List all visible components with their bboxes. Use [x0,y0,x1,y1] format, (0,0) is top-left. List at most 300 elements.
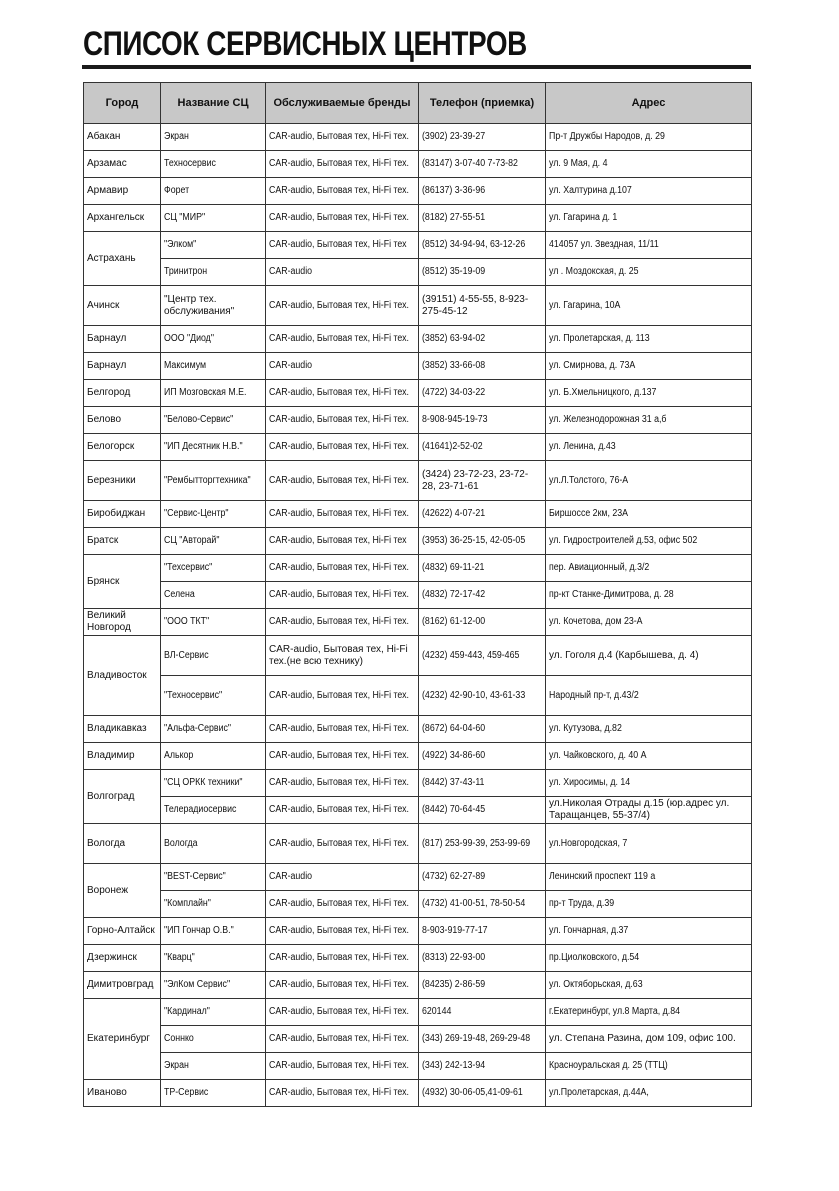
city-text: Армавир [87,185,129,196]
city-cell [84,151,161,178]
address-cell [546,232,752,259]
brands-text: CAR-audio, Бытовая тех, Hi-Fi тех. [269,414,409,425]
phone-text: (83147) 3-07-40 7-73-82 [422,158,518,169]
brands-cell [266,797,419,824]
center-name-cell [161,999,266,1026]
center-name-text: "Сервис-Центр" [164,508,229,519]
city-text: Архангельск [87,212,145,223]
brands-text: CAR-audio, Бытовая тех, Hi-Fi тех. [269,158,409,169]
center-name-text: Вологда [164,837,198,849]
phone-cell [419,918,546,945]
address-text: пр.Циолковского, д.54 [549,952,640,963]
center-name-cell [161,1053,266,1080]
city-text: Арзамас [87,158,127,169]
phone-cell [419,972,546,999]
address-cell [546,864,752,891]
city-text: Абакан [87,131,121,142]
table-header [84,83,752,124]
center-name-cell [161,124,266,151]
brands-cell [266,716,419,743]
brands-text: CAR-audio, Бытовая тех, Hi-Fi тех. [269,1087,409,1098]
city-text: Екатеринбург [87,1033,150,1044]
phone-cell [419,178,546,205]
phone-text: (3953) 36-25-15, 42-05-05 [422,535,526,546]
address-text: ул. Гидростроителей д.53, офис 502 [549,535,698,546]
address-text: ул. Гагарина, 10А [549,299,621,311]
brands-cell [266,1080,419,1107]
center-name-cell [161,797,266,824]
address-cell [546,770,752,797]
brands-cell [266,945,419,972]
city-cell [84,609,161,636]
phone-text: (8313) 22-93-00 [422,952,486,963]
address-text: ул. Б.Хмельницкого, д.137 [549,387,657,398]
phone-text: (8182) 27-55-51 [422,212,486,223]
center-name-text: "Комплайн" [164,898,211,909]
center-name-cell [161,380,266,407]
address-cell [546,151,752,178]
brands-text: CAR-audio, Бытовая тех, Hi-Fi тех [269,239,407,250]
address-cell [546,891,752,918]
phone-text: (8442) 37-43-11 [422,777,485,788]
brands-text: CAR-audio, Бытовая тех, Hi-Fi тех. [269,898,409,909]
table-row [84,918,752,945]
phone-text: (4232) 459-443, 459-465 [422,649,520,661]
address-text: Красноуральская д. 25 (ТТЦ) [549,1060,668,1071]
phone-text: (8512) 34-94-94, 63-12-26 [422,239,526,250]
brands-cell [266,636,419,676]
phone-cell [419,434,546,461]
phone-cell [419,326,546,353]
center-name-cell [161,232,266,259]
table-row [84,178,752,205]
phone-cell [419,259,546,286]
phone-text: (343) 269-19-48, 269-29-48 [422,1033,531,1044]
brands-text: CAR-audio [269,871,313,882]
address-text: Народный пр-т, д.43/2 [549,689,639,701]
city-text: Астрахань [87,252,136,264]
table-row [84,528,752,555]
brands-cell [266,528,419,555]
center-name-cell [161,824,266,864]
brands-text: CAR-audio, Бытовая тех, Hi-Fi тех.(не всю технику) [269,643,408,667]
phone-cell [419,582,546,609]
address-cell [546,797,752,824]
phone-cell [419,716,546,743]
center-name-cell [161,918,266,945]
center-name-text: Экран [164,1060,189,1071]
center-name-cell [161,864,266,891]
phone-cell [419,528,546,555]
phone-text: (8672) 64-04-60 [422,723,486,734]
city-cell [84,743,161,770]
address-text: г.Екатеринбург, ул.8 Марта, д.84 [549,1006,680,1017]
address-text: ул.Николая Отрады д.15 (юр.адрес ул. Таращанцев, 55-37/4) [549,798,730,821]
phone-cell [419,891,546,918]
table-row [84,891,752,918]
center-name-text: "Кварц" [164,952,195,963]
phone-text: (42622) 4-07-21 [422,508,486,519]
phone-cell [419,797,546,824]
brands-text: CAR-audio, Бытовая тех, Hi-Fi тех. [269,474,409,486]
phone-text: 620144 [422,1006,452,1017]
address-cell [546,407,752,434]
center-name-text: ТР-Сервис [164,1087,209,1098]
center-name-cell [161,434,266,461]
center-name-text: ИП Мозговская М.Е. [164,387,247,398]
address-cell [546,1080,752,1107]
brands-text: CAR-audio, Бытовая тех, Hi-Fi тех. [269,979,409,990]
center-name-text: Селена [164,589,195,600]
center-name-text: "СЦ ОРКК техники" [164,777,243,788]
city-cell [84,434,161,461]
phone-text: (8442) 70-64-45 [422,804,486,815]
brands-text: CAR-audio, Бытовая тех, Hi-Fi тех. [269,441,409,452]
brands-text: CAR-audio, Бытовая тех, Hi-Fi тех. [269,589,409,600]
phone-cell [419,743,546,770]
phone-text: (86137) 3-36-96 [422,185,486,196]
address-cell [546,380,752,407]
center-name-text: СЦ "Авторай" [164,535,220,546]
brands-cell [266,380,419,407]
brands-text: CAR-audio, Бытовая тех, Hi-Fi тех. [269,616,409,627]
address-cell [546,286,752,326]
brands-cell [266,743,419,770]
center-name-text: Максимум [164,360,207,371]
brands-text: CAR-audio, Бытовая тех, Hi-Fi тех. [269,804,409,815]
center-name-text: СЦ "МИР" [164,212,206,223]
phone-cell [419,676,546,716]
center-name-text: "Кардинал" [164,1006,210,1017]
address-cell [546,636,752,676]
city-text: Владикавказ [87,723,147,734]
address-text: ул. Пролетарская, д. 113 [549,333,650,344]
center-name-cell [161,609,266,636]
city-cell [84,555,161,609]
center-name-text: "Техсервис" [164,562,213,573]
address-cell [546,205,752,232]
city-cell [84,824,161,864]
table-row [84,407,752,434]
brands-cell [266,1026,419,1053]
phone-cell [419,864,546,891]
brands-cell [266,582,419,609]
table-body [84,124,752,1107]
address-cell [546,124,752,151]
address-cell [546,716,752,743]
phone-cell [419,407,546,434]
phone-text: (817) 253-99-39, 253-99-69 [422,837,531,849]
brands-cell [266,434,419,461]
brands-text: CAR-audio, Бытовая тех, Hi-Fi тех [269,535,407,546]
address-cell [546,501,752,528]
table-row [84,743,752,770]
brands-cell [266,824,419,864]
brands-text: CAR-audio, Бытовая тех, Hi-Fi тех. [269,562,409,573]
city-text: Брянск [87,575,120,587]
brands-text: CAR-audio, Бытовая тех, Hi-Fi тех. [269,387,409,398]
city-cell [84,1080,161,1107]
brands-text: CAR-audio, Бытовая тех, Hi-Fi тех. [269,750,409,761]
city-cell [84,232,161,286]
brands-cell [266,1053,419,1080]
phone-cell [419,151,546,178]
center-name-cell [161,286,266,326]
center-name-text: "ИП Гончар О.В." [164,925,234,936]
header-city: Город [84,83,161,124]
brands-cell [266,864,419,891]
brands-cell [266,676,419,716]
phone-cell [419,205,546,232]
brands-text: CAR-audio, Бытовая тех, Hi-Fi тех. [269,299,409,311]
table-row [84,286,752,326]
table-row [84,1080,752,1107]
center-name-cell [161,716,266,743]
brands-text: CAR-audio, Бытовая тех, Hi-Fi тех. [269,777,409,788]
phone-cell [419,609,546,636]
center-name-cell [161,326,266,353]
table-row [84,945,752,972]
center-name-text: "ЭлКом Сервис" [164,979,231,990]
brands-text: CAR-audio, Бытовая тех, Hi-Fi тех. [269,1006,409,1017]
brands-text: CAR-audio, Бытовая тех, Hi-Fi тех. [269,185,409,196]
phone-text: (343) 242-13-94 [422,1060,486,1071]
phone-text: (4722) 34-03-22 [422,387,486,398]
table-row [84,326,752,353]
phone-text: (3852) 63-94-02 [422,333,486,344]
address-cell [546,676,752,716]
center-name-cell [161,1026,266,1053]
center-name-cell [161,353,266,380]
address-cell [546,528,752,555]
phone-cell [419,555,546,582]
service-centers-table [83,82,752,1107]
phone-text: (4232) 42-90-10, 43-61-33 [422,689,526,701]
table-row [84,151,752,178]
center-name-text: Форет [164,185,190,196]
address-text: пер. Авиационный, д.3/2 [549,562,650,573]
brands-cell [266,407,419,434]
city-text: Белогорск [87,441,135,452]
address-text: ул. Кутузова, д.82 [549,723,622,734]
address-text: Биршоссе 2км, 23А [549,508,629,519]
address-cell [546,824,752,864]
address-text: ул. Ленина, д.43 [549,441,616,452]
table-row [84,582,752,609]
brands-cell [266,999,419,1026]
phone-text: (4732) 41-00-51, 78-50-54 [422,898,526,909]
table-row [84,824,752,864]
address-cell [546,353,752,380]
center-name-cell [161,636,266,676]
city-text: Дзержинск [87,952,137,963]
address-text: ул.Л.Толстого, 76-А [549,474,629,486]
brands-cell [266,461,419,501]
city-cell [84,326,161,353]
phone-text: (3852) 33-66-08 [422,360,486,371]
address-cell [546,1026,752,1053]
brands-cell [266,770,419,797]
center-name-text: Техносервис [164,158,216,169]
center-name-cell [161,1080,266,1107]
brands-text: CAR-audio, Бытовая тех, Hi-Fi тех. [269,1060,409,1071]
address-text: ул.Новгородская, 7 [549,837,628,849]
city-text: Белгород [87,387,131,398]
center-name-cell [161,555,266,582]
phone-text: (4932) 30-06-05,41-09-61 [422,1087,523,1098]
center-name-text: "Элком" [164,239,197,250]
brands-cell [266,972,419,999]
table-row [84,259,752,286]
brands-text: CAR-audio, Бытовая тех, Hi-Fi тех. [269,952,409,963]
address-text: ул. Октяборьская, д.63 [549,979,643,990]
address-cell [546,743,752,770]
city-cell [84,636,161,716]
center-name-cell [161,945,266,972]
phone-cell [419,1053,546,1080]
center-name-text: ООО "Диод" [164,333,214,344]
header-row [84,83,752,124]
address-text: ул. Кочетова, дом 23-А [549,616,643,627]
phone-cell [419,999,546,1026]
center-name-text: "Альфа-Сервис" [164,723,232,734]
address-text: ул. Смирнова, д. 73А [549,360,636,371]
city-text: Иваново [87,1087,127,1098]
address-text: ул. Степана Разина, дом 109, офис 100. [549,1033,736,1044]
address-text: пр-кт Станке-Димитрова, д. 28 [549,589,674,600]
city-text: Вологда [87,837,126,849]
phone-text: 8-908-945-19-73 [422,414,488,425]
table-row [84,864,752,891]
city-text: Воронеж [87,884,129,896]
brands-cell [266,286,419,326]
center-name-text: "Центр тех. обслуживания" [164,293,235,317]
city-text: Владимир [87,750,135,761]
phone-cell [419,770,546,797]
address-text: ул. 9 Мая, д. 4 [549,158,608,169]
center-name-cell [161,151,266,178]
table-row [84,380,752,407]
city-cell [84,864,161,918]
phone-text: 8-903-919-77-17 [422,925,488,936]
address-cell [546,555,752,582]
table-row [84,205,752,232]
phone-cell [419,286,546,326]
phone-cell [419,380,546,407]
brands-text: CAR-audio, Бытовая тех, Hi-Fi тех. [269,333,409,344]
address-cell [546,434,752,461]
table-row [84,501,752,528]
brands-text: CAR-audio, Бытовая тех, Hi-Fi тех. [269,212,409,223]
brands-cell [266,205,419,232]
center-name-text: "Техносервис" [164,689,223,701]
city-cell [84,770,161,824]
address-text: ул. Гоголя д.4 (Карбышева, д. 4) [549,649,699,661]
center-name-cell [161,891,266,918]
table-row [84,716,752,743]
address-cell [546,461,752,501]
table-row [84,461,752,501]
center-name-text: Телерадиосервис [164,804,237,815]
phone-text: (39151) 4-55-55, 8-923-275-45-12 [422,293,529,317]
phone-cell [419,945,546,972]
city-cell [84,528,161,555]
phone-text: (4832) 69-11-21 [422,562,485,573]
center-name-text: "BEST-Сервис" [164,871,226,882]
phone-cell [419,824,546,864]
city-text: Биробиджан [87,508,146,519]
city-cell [84,353,161,380]
phone-text: (41641)2-52-02 [422,441,483,452]
phone-text: (3902) 23-39-27 [422,131,486,142]
center-name-cell [161,205,266,232]
center-name-text: "Рембытторгтехника" [164,474,251,486]
address-text: ул. Халтурина д.107 [549,185,632,196]
brands-text: CAR-audio [269,360,313,371]
brands-text: CAR-audio, Бытовая тех, Hi-Fi тех. [269,723,409,734]
center-name-cell [161,259,266,286]
city-cell [84,999,161,1080]
address-text: ул. Гагарина д. 1 [549,212,618,223]
phone-cell [419,1080,546,1107]
city-cell [84,380,161,407]
brands-cell [266,232,419,259]
city-cell [84,945,161,972]
address-cell [546,972,752,999]
table-row [84,609,752,636]
address-text: ул. Гончарная, д.37 [549,925,629,936]
address-text: 414057 ул. Звездная, 11/11 [549,239,659,250]
brands-cell [266,555,419,582]
brands-cell [266,259,419,286]
city-cell [84,286,161,326]
center-name-cell [161,770,266,797]
city-text: Владивосток [87,669,147,681]
phone-cell [419,353,546,380]
city-cell [84,501,161,528]
city-text: Димитровград [87,979,154,990]
brands-cell [266,326,419,353]
brands-text: CAR-audio, Бытовая тех, Hi-Fi тех. [269,837,409,849]
address-cell [546,178,752,205]
city-cell [84,178,161,205]
header-name: Название СЦ [161,83,266,124]
phone-text: (8162) 61-12-00 [422,616,486,627]
address-text: ул.Пролетарская, д.44А, [549,1087,649,1098]
phone-cell [419,232,546,259]
center-name-text: Соннко [164,1033,194,1044]
brands-text: CAR-audio, Бытовая тех, Hi-Fi тех. [269,925,409,936]
phone-cell [419,124,546,151]
center-name-text: "Белово-Сервис" [164,414,234,425]
address-text: ул. Хиросимы, д. 14 [549,777,631,788]
address-cell [546,259,752,286]
center-name-cell [161,676,266,716]
brands-cell [266,353,419,380]
table-row [84,770,752,797]
city-cell [84,461,161,501]
brands-cell [266,609,419,636]
city-text: Березники [87,474,136,486]
brands-text: CAR-audio [269,266,313,277]
center-name-text: Экран [164,131,189,142]
title-divider [82,65,751,69]
center-name-cell [161,461,266,501]
brands-cell [266,178,419,205]
table-row [84,972,752,999]
table-row [84,434,752,461]
brands-text: CAR-audio, Бытовая тех, Hi-Fi тех. [269,131,409,142]
